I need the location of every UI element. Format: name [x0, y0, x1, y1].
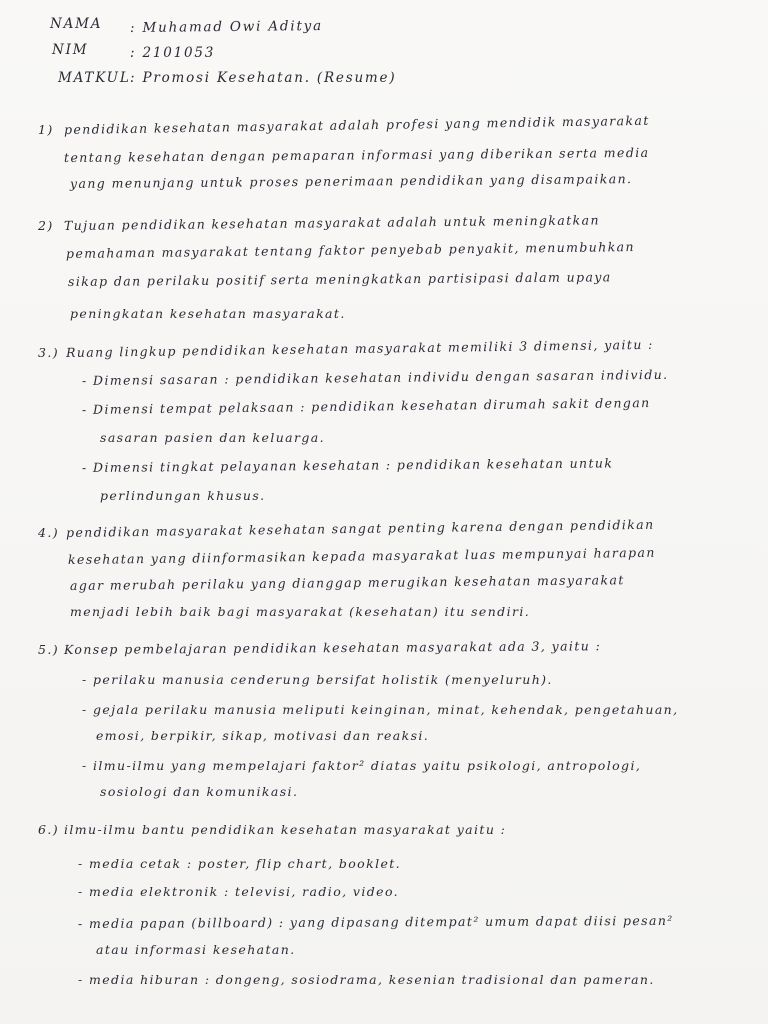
- matkul-value: : Promosi Kesehatan. (Resume): [130, 70, 397, 86]
- item-1-line-3: yang menunjang untuk proses penerimaan pendidikan yang disampaikan.: [69, 171, 633, 191]
- item-5-line-1: Konsep pembelajaran pendidikan kesehatan masyarakat ada 3, yaitu :: [63, 638, 602, 657]
- item-4-line-4: menjadi lebih baik bagi masyarakat (kesehatan) itu sendiri.: [70, 604, 531, 619]
- item-6-line-1: ilmu-ilmu bantu pendidikan kesehatan masyarakat yaitu :: [64, 822, 507, 837]
- item-3-bullet-1: - Dimensi sasaran : pendidikan kesehatan individu dengan sasaran individu.: [81, 366, 669, 388]
- item-4-line-3: agar merubah perilaku yang dianggap merugikan kesehatan masyarakat: [69, 572, 625, 593]
- item-2-number: 2): [38, 218, 54, 233]
- matkul-label: MATKUL: [58, 70, 131, 86]
- item-2-line-1: Tujuan pendidikan kesehatan masyarakat adalah untuk meningkatkan: [63, 212, 601, 233]
- item-6-number: 6.): [38, 822, 60, 837]
- nim-label: NIM: [52, 42, 89, 58]
- item-1-number: 1): [38, 122, 54, 137]
- nama-label: NAMA: [50, 16, 103, 32]
- item-3-line-1: Ruang lingkup pendidikan kesehatan masyarakat memiliki 3 dimensi, yaitu :: [65, 336, 654, 360]
- item-6-bullet-4: - media hiburan : dongeng, sosiodrama, kesenian tradisional dan pameran.: [78, 972, 655, 987]
- item-6-bullet-2: - media elektronik : televisi, radio, video.: [78, 884, 400, 899]
- item-3-bullet-3: - Dimensi tingkat pelayanan kesehatan : pendidikan kesehatan untuk: [81, 455, 614, 475]
- item-1-line-2: tentang kesehatan dengan pemaparan informasi yang diberikan serta media: [63, 144, 650, 165]
- item-6-bullet-3-cont: atau informasi kesehatan.: [96, 942, 296, 957]
- item-5-bullet-1: - perilaku manusia cenderung bersifat holistik (menyeluruh).: [82, 672, 553, 687]
- item-1-line-1: pendidikan kesehatan masyarakat adalah profesi yang mendidik masyarakat: [63, 112, 650, 137]
- item-3-bullet-2: - Dimensi tempat pelaksaan : pendidikan kesehatan dirumah sakit dengan: [81, 395, 651, 417]
- item-6-bullet-1: - media cetak : poster, flip chart, booklet.: [78, 856, 402, 871]
- nim-value: : 2101053: [130, 45, 216, 61]
- item-5-bullet-2-cont: emosi, berpikir, sikap, motivasi dan reaksi.: [96, 728, 430, 743]
- item-4-number: 4.): [38, 525, 60, 540]
- item-6-bullet-3: - media papan (billboard) : yang dipasang ditempat² umum dapat diisi pesan²: [77, 912, 674, 931]
- item-3-number: 3.): [38, 345, 60, 360]
- item-2-line-4: peningkatan kesehatan masyarakat.: [70, 306, 346, 321]
- item-5-number: 5.): [38, 642, 60, 657]
- item-5-bullet-3: - ilmu-ilmu yang mempelajari faktor² diatas yaitu psikologi, antropologi,: [82, 758, 642, 773]
- item-5-bullet-3-cont: sosiologi dan komunikasi.: [100, 784, 299, 799]
- item-4-line-2: kesehatan yang diinformasikan kepada masyarakat luas mempunyai harapan: [67, 544, 656, 567]
- item-2-line-2: pemahaman masyarakat tentang faktor penyebab penyakit, menumbuhkan: [65, 239, 636, 261]
- item-3-bullet-2-cont: sasaran pasien dan keluarga.: [100, 430, 326, 445]
- nama-value: : Muhamad Owi Aditya: [129, 17, 324, 36]
- item-4-line-1: pendidikan masyarakat kesehatan sangat penting karena dengan pendidikan: [65, 516, 655, 540]
- item-2-line-3: sikap dan perilaku positif serta meningkatkan partisipasi dalam upaya: [67, 269, 612, 289]
- item-5-bullet-2: - gejala perilaku manusia meliputi keinginan, minat, kehendak, pengetahuan,: [82, 702, 679, 717]
- item-3-bullet-3-cont: perlindungan khusus.: [100, 488, 266, 503]
